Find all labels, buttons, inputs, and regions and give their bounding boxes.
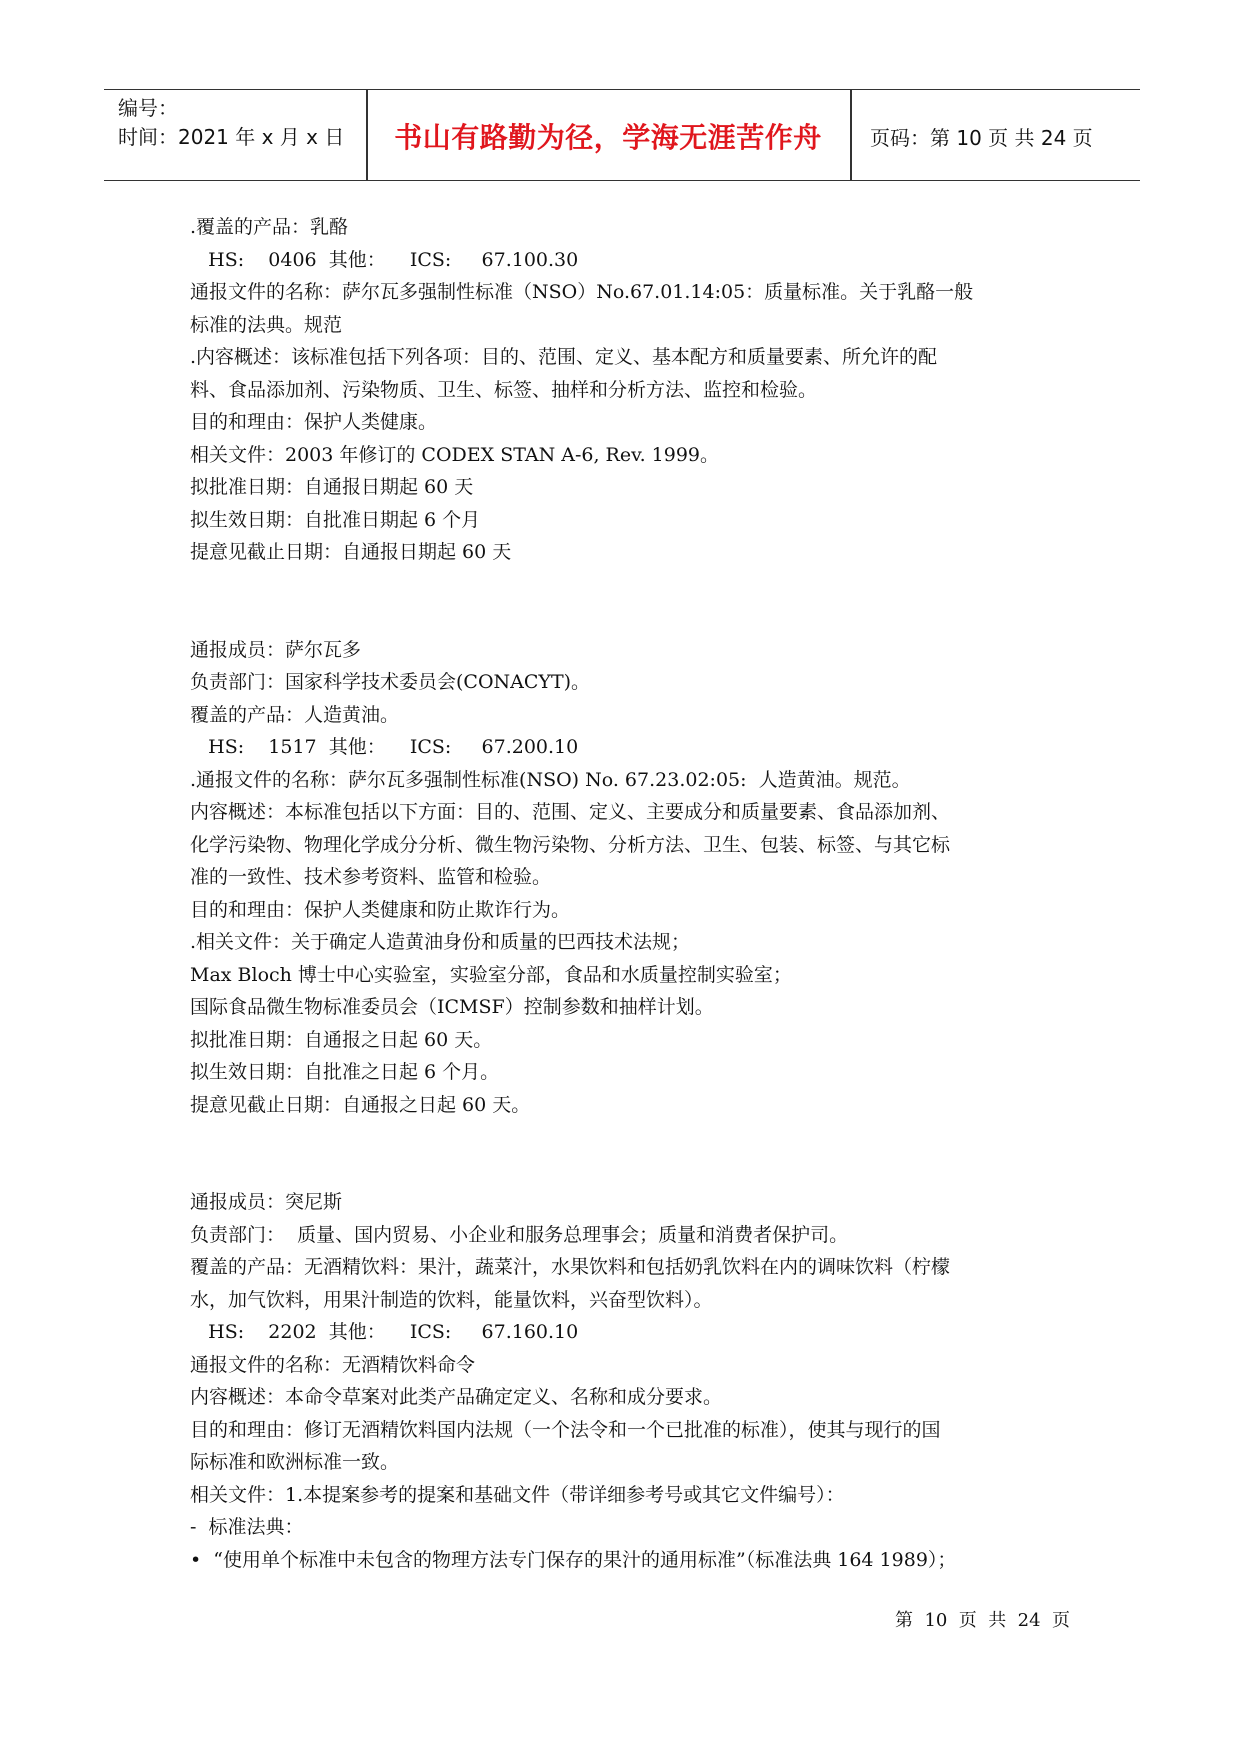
body-line: 国际食品微生物标准委员会（ICMSF）控制参数和抽样计划。 xyxy=(190,996,714,1018)
body-line: Max Bloch 博士中心实验室，实验室分部，食品和水质量控制实验室； xyxy=(190,963,792,986)
body-line: 负责部门：国家科学技术委员会(CONACYT)。 xyxy=(190,671,591,693)
body-line: 覆盖的产品：无酒精饮料：果汁，蔬菜汁，水果饮料和包括奶乳饮料在内的调味饮料（柠檬 xyxy=(190,1256,951,1278)
body-line: • “使用单个标准中未包含的物理方法专门保存的果汁的通用标准”（标准法典 164 1989）； xyxy=(190,1548,957,1571)
section-spacer xyxy=(190,569,1070,634)
header-page-info: 页码：第 10 页 共 24 页 xyxy=(870,125,1093,150)
body-line: .相关文件：关于确定人造黄油身份和质量的巴西技术法规； xyxy=(190,931,691,953)
body-line: 内容概述：本命令草案对此类产品确定定义、名称和成分要求。 xyxy=(190,1386,723,1408)
body-line: 准的一致性、技术参考资料、监管和检验。 xyxy=(190,866,552,888)
body-line: 目的和理由：修订无酒精饮料国内法规（一个法令和一个已批准的标准），使其与现行的国 xyxy=(190,1418,941,1441)
body-line: 通报成员：突尼斯 xyxy=(190,1191,343,1213)
body-line: 拟生效日期：自批准日期起 6 个月 xyxy=(190,508,481,531)
body-line: 提意见截止日期：自通报之日起 60 天。 xyxy=(190,1093,531,1116)
body-line: 通报成员：萨尔瓦多 xyxy=(190,638,362,661)
body-line: .通报文件的名称：萨尔瓦多强制性标准(NSO) No. 67.23.02:05: 人造黄油。规范。 xyxy=(190,768,911,791)
header-meta xyxy=(118,94,344,152)
body-line: 目的和理由：保护人类健康和防止欺诈行为。 xyxy=(190,898,571,921)
body-line: 水，加气饮料，用果汁制造的饮料，能量饮料，兴奋型饮料）。 xyxy=(190,1288,713,1311)
body-line: 标准的法典。规范 xyxy=(190,313,343,336)
document-time-label: 时间：2021 年 x 月 x 日 xyxy=(118,125,345,149)
body-line: .覆盖的产品：乳酪 xyxy=(190,216,349,238)
body-line: 相关文件：1.本提案参考的提案和基础文件（带详细参考号或其它文件编号）： xyxy=(190,1483,845,1506)
body-line: HS: 2202 其他： ICS: 67.160.10 xyxy=(190,1321,579,1343)
body-line: 覆盖的产品：人造黄油。 xyxy=(190,703,400,726)
page-footer-number: 第 10 页 共 24 页 xyxy=(895,1610,1071,1631)
body-line: HS: 0406 其他： ICS: 67.100.30 xyxy=(190,248,579,271)
body-line: 目的和理由：保护人类健康。 xyxy=(190,411,438,433)
body-line: HS: 1517 其他： ICS: 67.200.10 xyxy=(190,736,579,758)
notification-section-margarine xyxy=(190,634,1070,1122)
body-line: 拟生效日期：自批准之日起 6 个月。 xyxy=(190,1061,500,1083)
document-number-label: 编号： xyxy=(118,96,178,120)
body-line: 负责部门： 质量、国内贸易、小企业和服务总理事会；质量和消费者保护司。 xyxy=(190,1223,849,1246)
body-line: 料、食品添加剂、污染物质、卫生、标签、抽样和分析方法、监控和检验。 xyxy=(190,378,818,401)
body-line: 内容概述：本标准包括以下方面：目的、范围、定义、主要成分和质量要素、食品添加剂、 xyxy=(190,801,951,823)
page-header xyxy=(104,89,1140,181)
document-body xyxy=(190,211,1070,1576)
section-spacer xyxy=(190,1121,1070,1186)
body-line: 相关文件：2003 年修订的 CODEX STAN A-6, Rev. 1999。 xyxy=(190,443,720,466)
header-divider-right xyxy=(850,90,852,180)
body-line: 拟批准日期：自通报之日起 60 天。 xyxy=(190,1028,493,1051)
body-line: 际标准和欧洲标准一致。 xyxy=(190,1451,400,1473)
notification-section-cheese xyxy=(190,211,1070,569)
body-line: .内容概述：该标准包括下列各项：目的、范围、定义、基本配方和质量要素、所允许的配 xyxy=(190,346,938,368)
body-line: - 标准法典： xyxy=(190,1516,304,1538)
header-motto: 书山有路勤为径，学海无涯苦作舟 xyxy=(394,121,822,154)
body-line: 拟批准日期：自通报日期起 60 天 xyxy=(190,476,474,498)
body-line: 通报文件的名称：萨尔瓦多强制性标准（NSO）No.67.01.14:05：质量标准。关于乳酪一般 xyxy=(190,281,974,303)
body-line: 通报文件的名称：无酒精饮料命令 xyxy=(190,1353,476,1376)
body-line: 提意见截止日期：自通报日期起 60 天 xyxy=(190,541,512,563)
notification-section-soft-drinks xyxy=(190,1186,1070,1576)
body-line: 化学污染物、物理化学成分分析、微生物污染物、分析方法、卫生、包装、标签、与其它标 xyxy=(190,833,951,856)
